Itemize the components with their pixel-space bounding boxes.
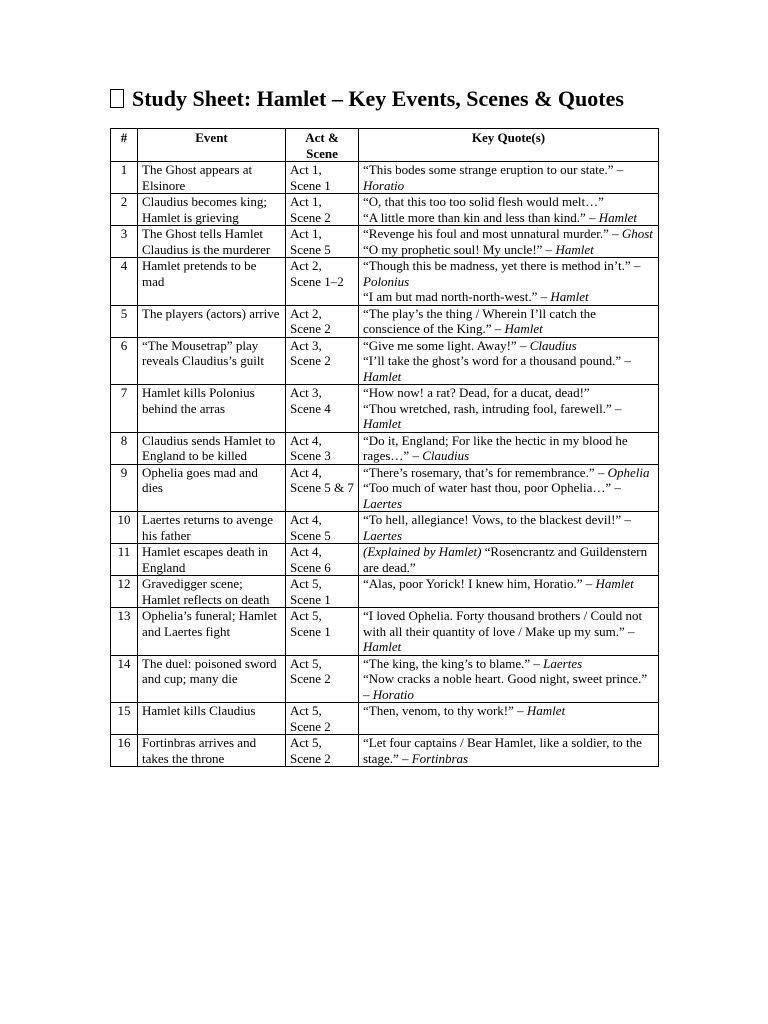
event-cell: The duel: poisoned sword and cup; many die (138, 655, 286, 703)
quotes-cell (359, 735, 659, 767)
quote-line (363, 194, 654, 210)
quotes-cell (359, 194, 659, 226)
table-row (111, 385, 659, 433)
table-body (111, 162, 659, 767)
scene-cell: Act 4, Scene 3 (286, 432, 359, 464)
event-cell: Claudius sends Hamlet to England to be killed (138, 432, 286, 464)
table-header-row (111, 129, 659, 162)
quote-speaker: Ghost (621, 226, 653, 241)
page-title (110, 84, 624, 114)
row-number: 8 (111, 432, 138, 464)
column-header-number: # (111, 129, 138, 162)
table-row (111, 432, 659, 464)
quote-text: “I loved Ophelia. Forty thousand brothers / Could not with all their quantity of love / Make up my sum.” – (363, 608, 643, 639)
quote-speaker: Hamlet (595, 576, 634, 591)
event-cell: Ophelia’s funeral; Hamlet and Laertes fight (138, 608, 286, 656)
row-number: 6 (111, 337, 138, 385)
quote-speaker: Hamlet (555, 241, 594, 257)
quote-text: “I’ll take the ghost’s word for a thousand pound.” – (363, 353, 631, 368)
quote-text: “Thou wretched, rash, intruding fool, farewell.” – (363, 400, 622, 416)
scene-cell: Act 4, Scene 5 (286, 512, 359, 544)
quote-speaker: Horatio (363, 177, 405, 193)
table-row (111, 464, 659, 512)
row-number: 14 (111, 655, 138, 703)
row-number: 4 (111, 258, 138, 306)
scene-cell: Act 1, Scene 5 (286, 226, 359, 258)
quotes-cell (359, 305, 659, 337)
quote-text: “Do it, England; For like the hectic in my blood he rages…” – (363, 432, 628, 463)
event-cell: Hamlet kills Polonius behind the arras (138, 385, 286, 433)
quote-speaker: Laertes (363, 495, 402, 511)
quotes-cell (359, 226, 659, 258)
quote-line (363, 671, 654, 702)
quote-line (363, 210, 654, 226)
quote-line (363, 353, 654, 384)
event-cell: Hamlet pretends to be mad (138, 258, 286, 306)
column-header-quotes: Key Quote(s) (359, 129, 659, 162)
scene-cell: Act 4, Scene 6 (286, 544, 359, 576)
table-row (111, 608, 659, 656)
table-row (111, 576, 659, 608)
quote-line (363, 401, 654, 432)
table-row (111, 703, 659, 735)
table-row (111, 194, 659, 226)
table-row (111, 655, 659, 703)
quotes-cell (359, 258, 659, 306)
quote-text: “How now! a rat? Dead, for a ducat, dead!” (363, 385, 590, 400)
row-number: 15 (111, 703, 138, 735)
table-row (111, 226, 659, 258)
quote-speaker: Hamlet (504, 321, 543, 336)
quote-text: “I am but mad north-north-west.” – (363, 289, 551, 304)
study-table (110, 128, 659, 767)
scene-cell: Act 1, Scene 1 (286, 162, 359, 194)
quote-line (363, 735, 654, 766)
quotes-cell (359, 703, 659, 735)
quote-line (363, 656, 654, 672)
quotes-cell (359, 576, 659, 608)
row-number: 1 (111, 162, 138, 194)
quote-line (363, 512, 654, 543)
quote-speaker: Ophelia (607, 464, 650, 480)
quote-text: “Revenge his foul and most unnatural murder.” – (363, 226, 622, 241)
quote-line (363, 544, 654, 575)
column-header-scene: Act & Scene (286, 129, 359, 162)
scene-cell: Act 4, Scene 5 & 7 (286, 464, 359, 512)
event-cell: Gravedigger scene; Hamlet reflects on death (138, 576, 286, 608)
row-number: 10 (111, 512, 138, 544)
quote-line (363, 703, 654, 719)
quote-line (363, 480, 654, 511)
quotes-cell (359, 608, 659, 656)
quote-speaker: Fortinbras (411, 750, 469, 766)
event-cell: Hamlet escapes death in England (138, 544, 286, 576)
quote-text: “Rosencrantz and Guildenstern are dead.” (363, 544, 648, 575)
table-row (111, 258, 659, 306)
quote-speaker: Hamlet (526, 703, 566, 718)
quote-text: “O my prophetic soul! My uncle!” – (363, 241, 556, 257)
quote-text: “Alas, poor Yorick! I knew him, Horatio.” – (363, 576, 596, 591)
row-number: 11 (111, 544, 138, 576)
scene-cell: Act 5, Scene 2 (286, 703, 359, 735)
row-number: 9 (111, 464, 138, 512)
quote-speaker: Hamlet (363, 639, 402, 654)
scene-cell: Act 3, Scene 4 (286, 385, 359, 433)
row-number: 13 (111, 608, 138, 656)
event-cell: The Ghost appears at Elsinore (138, 162, 286, 194)
scene-cell: Act 2, Scene 2 (286, 305, 359, 337)
quote-text: “To hell, allegiance! Vows, to the blackest devil!” – (363, 512, 631, 527)
event-cell: Claudius becomes king; Hamlet is grieving (138, 194, 286, 226)
quotes-cell (359, 464, 659, 512)
scene-cell: Act 5, Scene 2 (286, 655, 359, 703)
quotes-cell (359, 655, 659, 703)
row-number: 7 (111, 385, 138, 433)
table-row (111, 544, 659, 576)
quotes-cell (359, 512, 659, 544)
quote-text: “Though this be madness, yet there is method in’t.” – (363, 258, 641, 273)
quote-text: “Too much of water hast thou, poor Ophelia…” – (363, 480, 621, 495)
quote-line (363, 306, 654, 337)
table-row (111, 162, 659, 194)
row-number: 5 (111, 305, 138, 337)
quotes-cell (359, 162, 659, 194)
table-row (111, 337, 659, 385)
event-cell: Laertes returns to avenge his father (138, 512, 286, 544)
event-cell: “The Mousetrap” play reveals Claudius’s guilt (138, 337, 286, 385)
column-header-event: Event (138, 129, 286, 162)
quote-text: “A little more than kin and less than kind.” – (363, 209, 599, 225)
quote-text: “Let four captains / Bear Hamlet, like a soldier, to the stage.” – (363, 735, 642, 766)
quote-speaker: Claudius (529, 337, 577, 353)
quote-line (363, 338, 654, 354)
quotes-cell (359, 385, 659, 433)
quotes-cell (359, 544, 659, 576)
quote-line (363, 226, 654, 242)
quote-text: “This bodes some strange eruption to our state.” – (363, 162, 624, 177)
quote-text: “Give me some light. Away!” – (363, 337, 530, 353)
table-row (111, 735, 659, 767)
quote-text: “There’s rosemary, that’s for remembrance.” – (363, 464, 608, 480)
quote-text: “The king, the king’s to blame.” – (363, 655, 544, 671)
quote-speaker: Horatio (372, 686, 414, 702)
quote-line (363, 465, 654, 481)
quote-line (363, 385, 654, 401)
quote-line (363, 608, 654, 655)
event-cell: Hamlet kills Claudius (138, 703, 286, 735)
quote-speaker: Hamlet (363, 368, 402, 384)
quote-speaker: Laertes (363, 527, 402, 543)
quote-line (363, 289, 654, 305)
scene-cell: Act 5, Scene 2 (286, 735, 359, 767)
scene-cell: Act 1, Scene 2 (286, 194, 359, 226)
quote-text: “Then, venom, to thy work!” – (363, 703, 527, 718)
quote-line (363, 576, 654, 592)
quote-text: “Now cracks a noble heart. Good night, sweet prince.” – (363, 671, 648, 702)
quote-note: (Explained by Hamlet) (363, 544, 482, 559)
event-cell: Fortinbras arrives and takes the throne (138, 735, 286, 767)
quote-line (363, 242, 654, 258)
quote-line (363, 162, 654, 193)
scene-cell: Act 2, Scene 1–2 (286, 258, 359, 306)
quote-line (363, 433, 654, 464)
row-number: 2 (111, 194, 138, 226)
row-number: 16 (111, 735, 138, 767)
quote-text: “O, that this too too solid flesh would melt…” (363, 194, 604, 209)
quotes-cell (359, 432, 659, 464)
event-cell: Ophelia goes mad and dies (138, 464, 286, 512)
quote-speaker: Polonius (363, 273, 410, 289)
missing-glyph-icon (110, 89, 124, 108)
quote-text: “The play’s the thing / Wherein I’ll catch the conscience of the King.” – (363, 305, 596, 336)
page-title-text: Study Sheet: Hamlet – Key Events, Scenes & Quotes (132, 86, 624, 111)
quotes-cell (359, 337, 659, 385)
quote-speaker: Hamlet (598, 209, 638, 225)
row-number: 12 (111, 576, 138, 608)
quote-line (363, 258, 654, 289)
table-row (111, 512, 659, 544)
event-cell: The Ghost tells Hamlet Claudius is the murderer (138, 226, 286, 258)
scene-cell: Act 3, Scene 2 (286, 337, 359, 385)
table-row (111, 305, 659, 337)
event-cell: The players (actors) arrive (138, 305, 286, 337)
quote-speaker: Laertes (543, 655, 583, 671)
quote-speaker: Hamlet (550, 289, 589, 304)
scene-cell: Act 5, Scene 1 (286, 608, 359, 656)
quote-speaker: Claudius (422, 448, 470, 463)
row-number: 3 (111, 226, 138, 258)
scene-cell: Act 5, Scene 1 (286, 576, 359, 608)
quote-speaker: Hamlet (363, 416, 402, 431)
